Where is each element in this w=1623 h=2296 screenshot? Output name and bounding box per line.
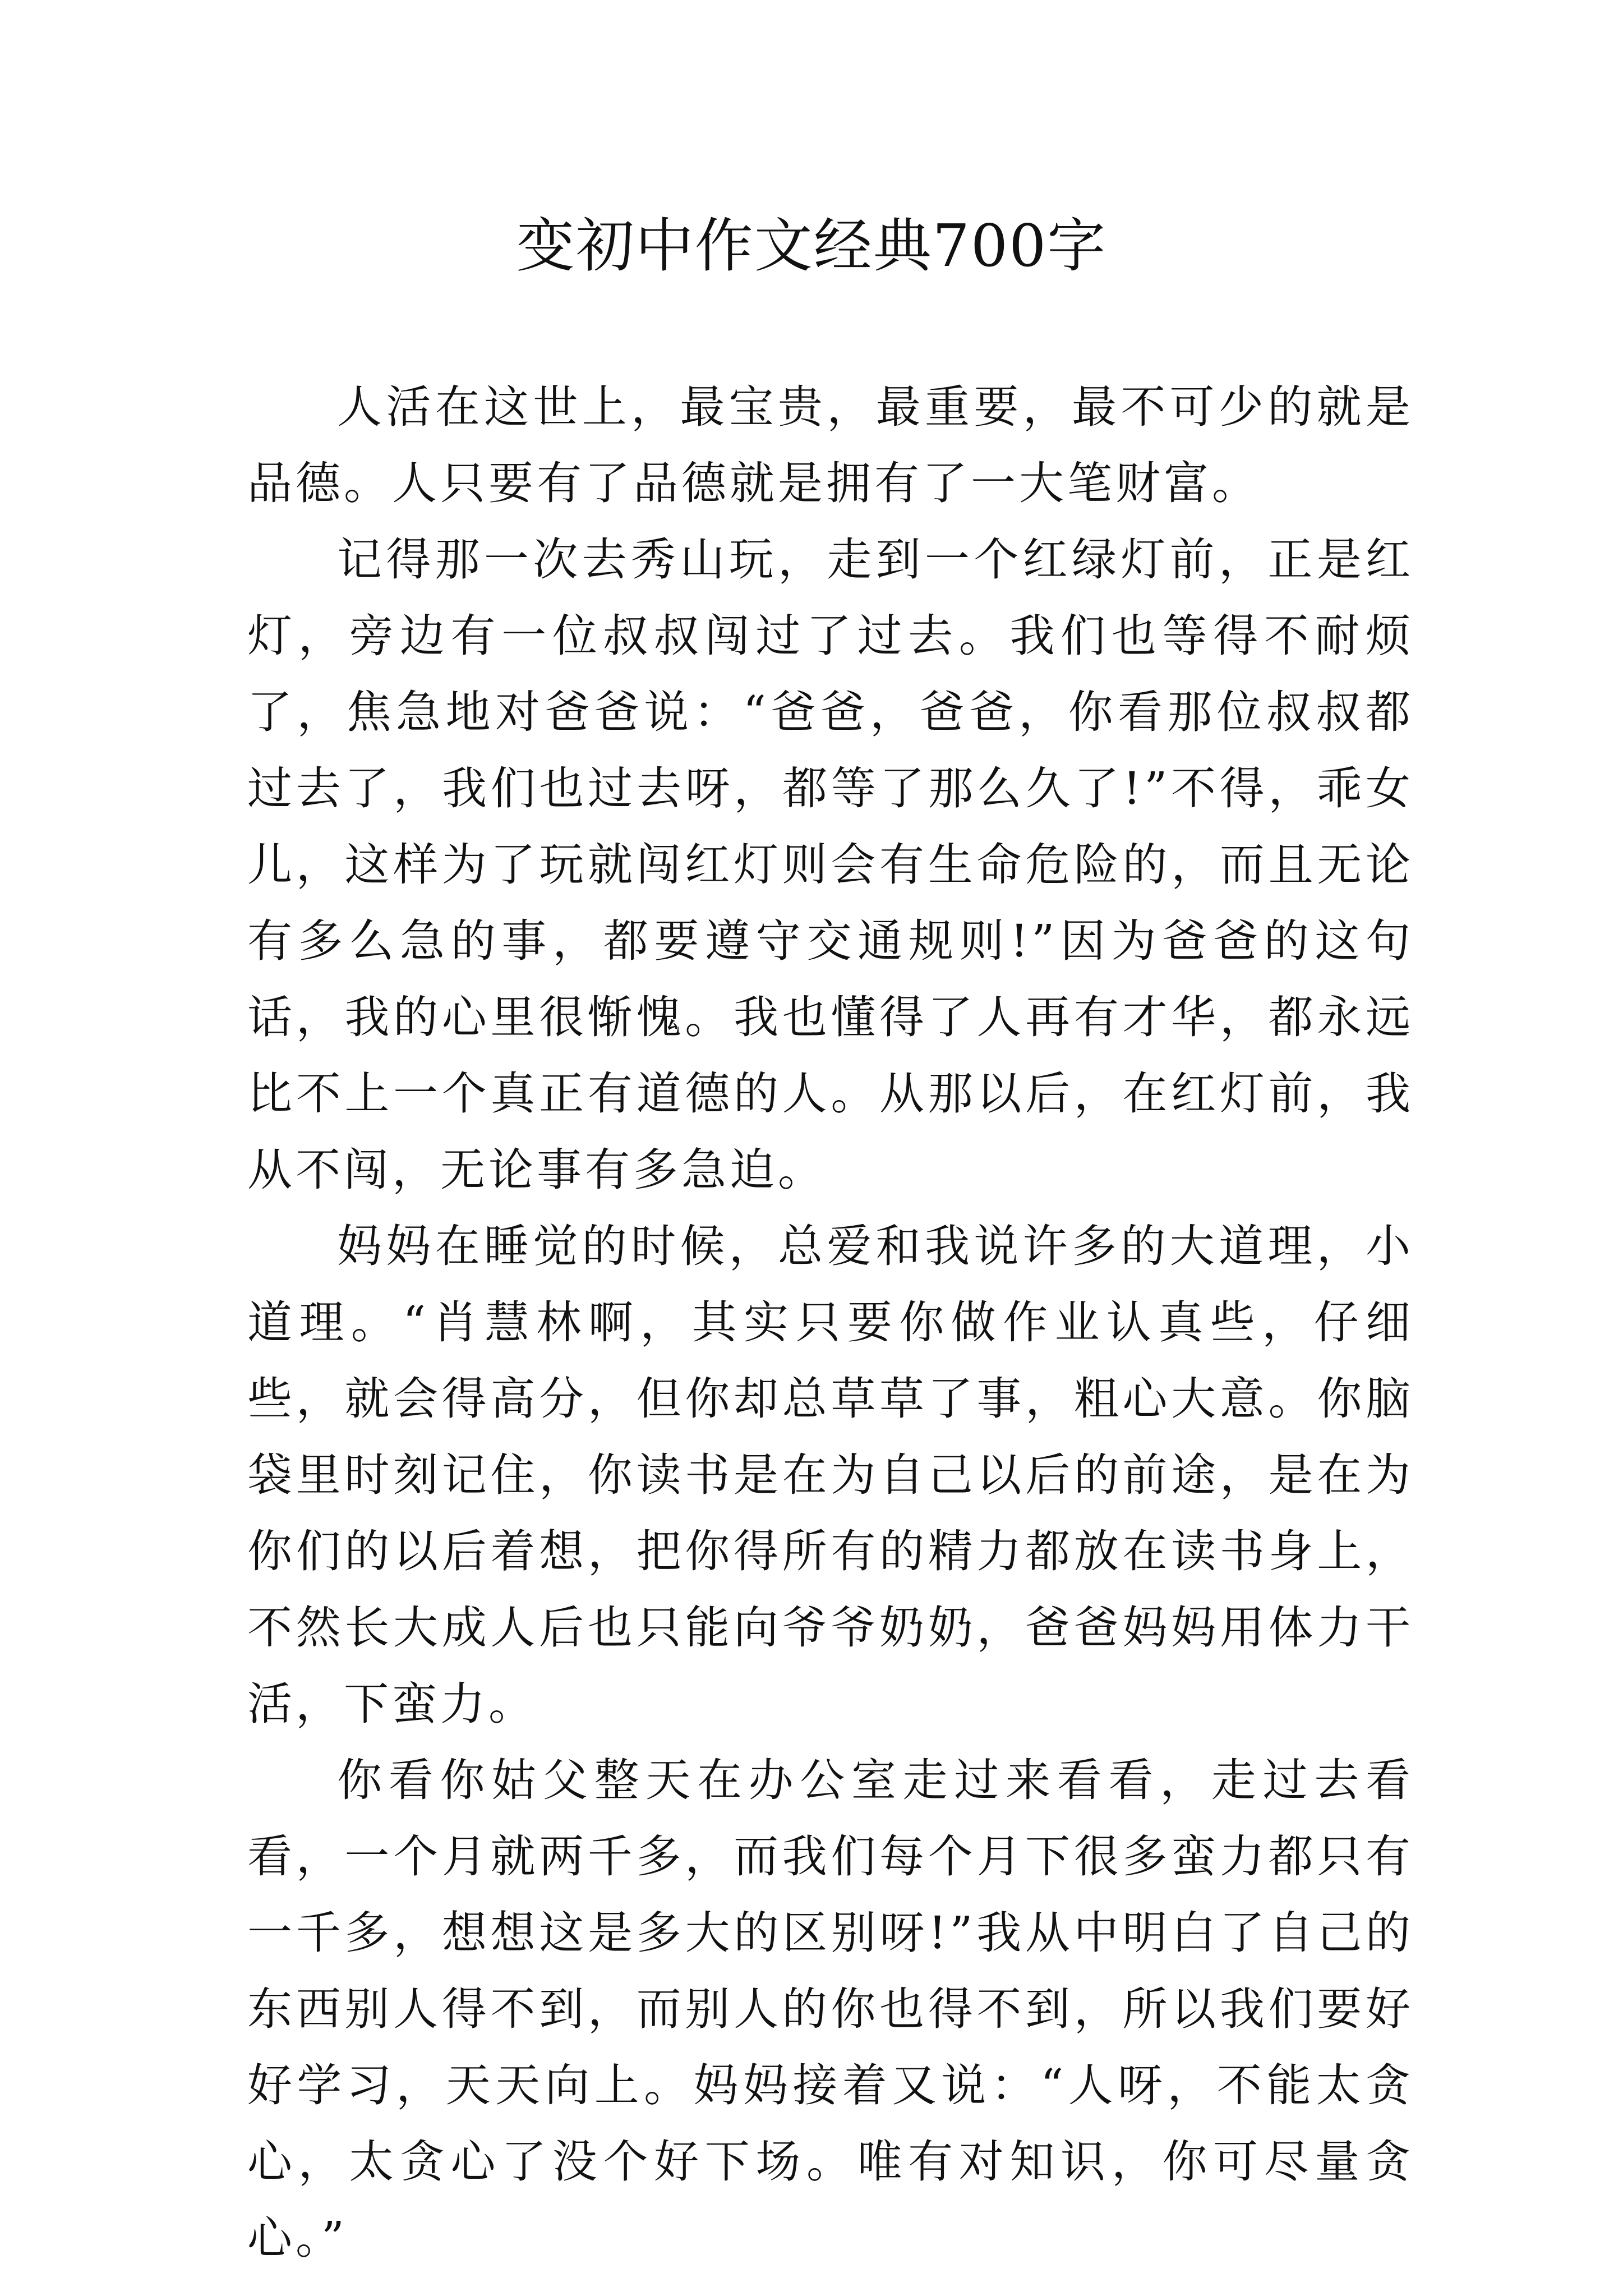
paragraph-1: 人活在这世上，最宝贵，最重要，最不可少的就是品德。人只要有了品德就是拥有了一大笔财富。 xyxy=(247,381,1414,509)
paragraph-3: 妈妈在睡觉的时候，总爱和我说许多的大道理，小道理。“肖慧林啊，其实只要你做作业认真些，仔细些，就会得高分，但你却总草草了事，粗心大意。你脑袋里时刻记住，你读书是在为自己以后的前途，是在为你们的以后着想，把你得所有的精力都放在读书身上，不然长大成人后也只能向爷爷奶奶，爸爸妈妈用体力干活，下蛮力。 xyxy=(247,1220,1414,1730)
paragraph-4: 你看你姑父整天在办公室走过来看看，走过去看看，一个月就两千多，而我们每个月下很多蛮力都只有一千多，想想这是多大的区别呀!”我从中明白了自己的东西别人得不到，而别人的你也得不到，所以我们要好好学习，天天向上。妈妈接着又说：“人呀，不能太贪心，太贪心了没个好下场。唯有对知识，你可尽量贪心。” xyxy=(247,1754,1414,2264)
paragraph-2: 记得那一次去秀山玩，走到一个红绿灯前，正是红灯，旁边有一位叔叔闯过了过去。我们也等得不耐烦了，焦急地对爸爸说：“爸爸，爸爸，你看那位叔叔都过去了，我们也过去呀，都等了那么久了!”不得，乖女儿，这样为了玩就闯红灯则会有生命危险的，而且无论有多么急的事，都要遵守交通规则!”因为爸爸的这句话，我的心里很惭愧。我也懂得了人再有才华，都永远比不上一个真正有道德的人。从那以后，在红灯前，我从不闯，无论事有多急迫。 xyxy=(247,533,1414,1196)
document-title: 变初中作文经典700字 xyxy=(516,211,1107,280)
document-body xyxy=(247,369,1414,2276)
